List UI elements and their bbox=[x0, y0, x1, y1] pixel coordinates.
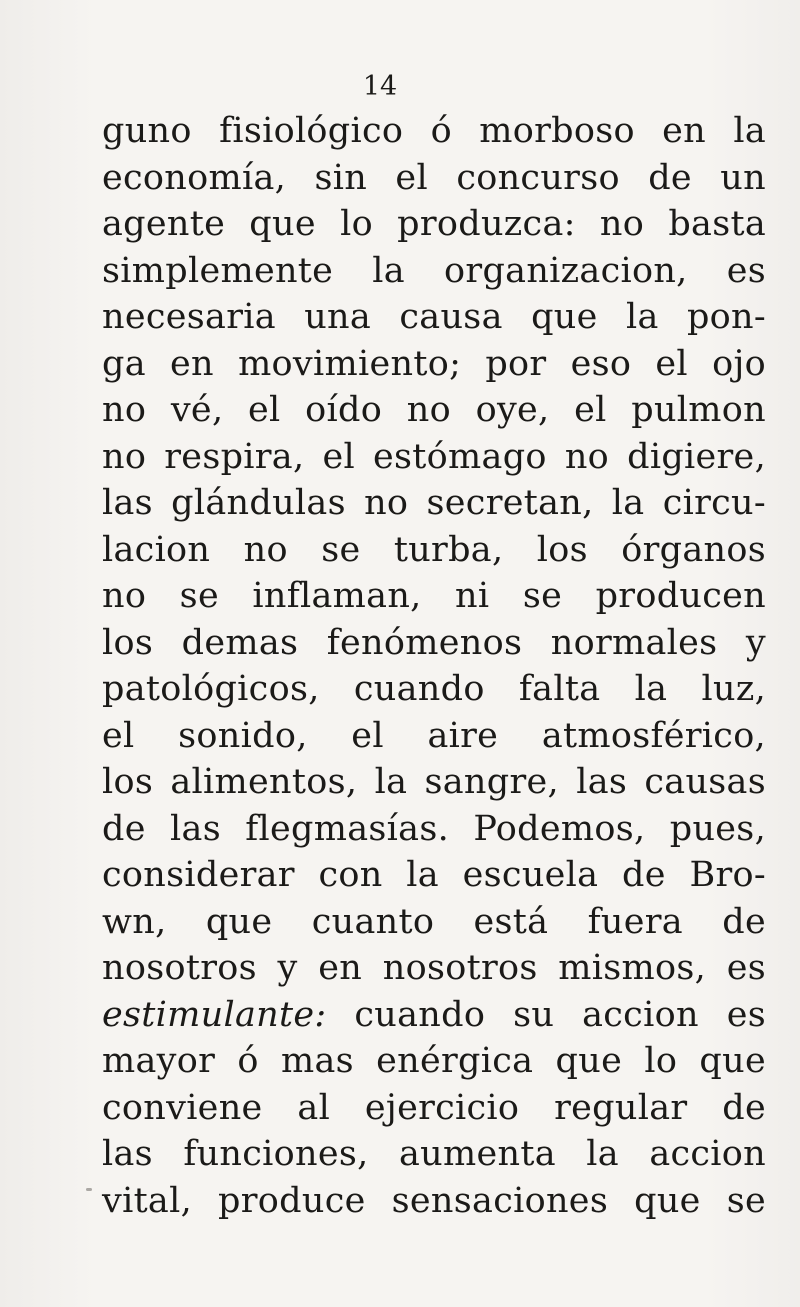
ink-speck bbox=[86, 1188, 92, 1191]
text-line: no se inflaman, ni se producen bbox=[102, 576, 766, 616]
text-line-rest: cuando su accion es bbox=[354, 994, 766, 1035]
text-line: patológicos, cuando falta la luz, bbox=[102, 669, 766, 709]
text-line: las funciones, aumenta la accion bbox=[102, 1134, 766, 1174]
text-line: los alimentos, la sangre, las causas bbox=[102, 762, 766, 802]
text-line: simplemente la organizacion, es bbox=[102, 250, 766, 291]
text-line: considerar con la escuela de Bro- bbox=[102, 855, 766, 895]
italic-term: estimulante: bbox=[102, 994, 327, 1035]
text-line: de las flegmasías. Podemos, pues, bbox=[102, 808, 766, 849]
text-line: guno fisiológico ó morboso en la bbox=[102, 111, 766, 151]
text-line: wn, que cuanto está fuera de bbox=[102, 901, 766, 942]
text-line: no vé, el oído no oye, el pulmon bbox=[102, 390, 766, 430]
text-line: conviene al ejercicio regular de bbox=[102, 1087, 766, 1128]
text-line: vital, produce sensaciones que se bbox=[102, 1180, 766, 1221]
text-line: los demas fenómenos normales y bbox=[102, 622, 766, 663]
text-line-with-italic bbox=[102, 992, 766, 1039]
text-line: mayor ó mas enérgica que lo que bbox=[102, 1041, 766, 1081]
text-line: nosotros y en nosotros mismos, es bbox=[102, 948, 766, 988]
text-line: agente que lo produzca: no basta bbox=[102, 204, 766, 244]
text-line: las glándulas no secretan, la circu- bbox=[102, 483, 766, 523]
page-number: 14 bbox=[362, 71, 398, 102]
text-line: ga en movimiento; por eso el ojo bbox=[102, 343, 766, 384]
text-line: economía, sin el concurso de un bbox=[102, 157, 766, 198]
text-line: necesaria una causa que la pon- bbox=[102, 297, 766, 337]
text-line: el sonido, el aire atmosférico, bbox=[102, 715, 766, 756]
text-line: lacion no se turba, los órganos bbox=[102, 529, 766, 570]
body-text bbox=[102, 108, 766, 1224]
text-line: no respira, el estómago no digiere, bbox=[102, 436, 766, 477]
